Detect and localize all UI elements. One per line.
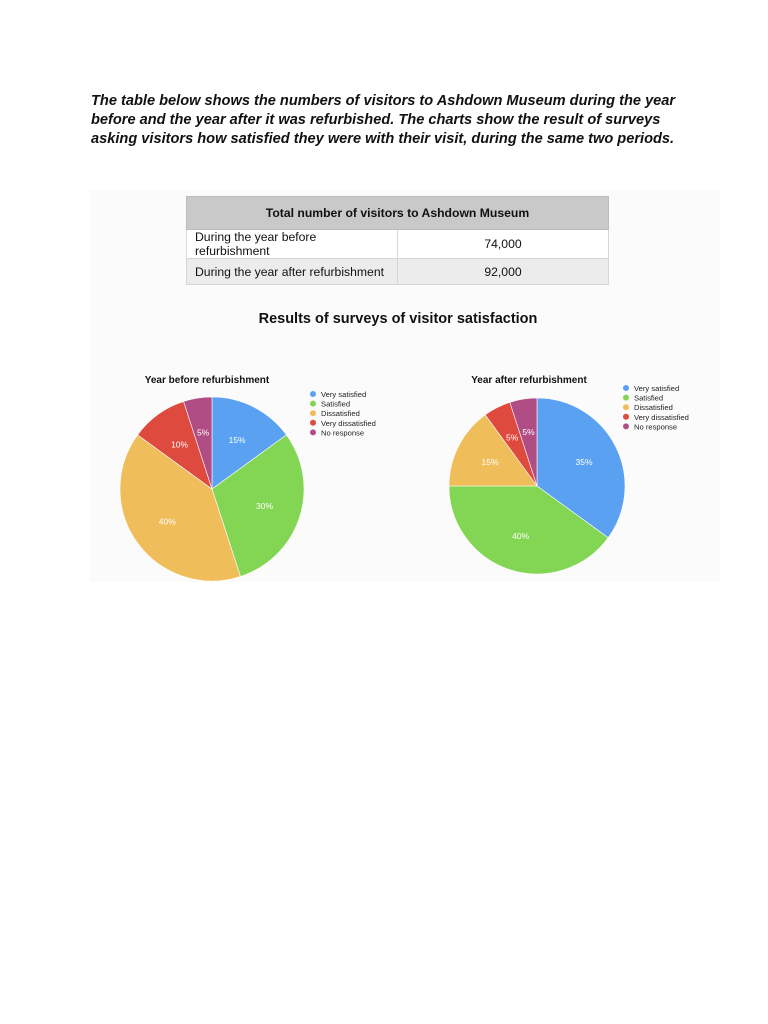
legend-marker — [623, 404, 629, 410]
pie-title: Year after refurbishment — [471, 375, 587, 386]
legend-label: Dissatisfied — [321, 409, 360, 419]
pie-title: Year before refurbishment — [144, 375, 270, 386]
legend-marker — [623, 385, 629, 391]
pie-value-label: 5% — [196, 427, 210, 438]
pie-value-label: 5% — [506, 432, 519, 443]
legend-marker — [310, 429, 316, 435]
legend-label: Very satisfied — [634, 384, 680, 393]
legend-label: Very satisfied — [321, 390, 367, 399]
legend-marker — [623, 423, 629, 429]
pie-value-label: 5% — [522, 427, 535, 438]
legend-marker — [310, 401, 316, 407]
legend-label: No response — [321, 428, 365, 438]
pie-value-label: 35% — [575, 457, 593, 467]
legend-marker — [310, 420, 316, 426]
intro-text: The table below shows the numbers of visitors to Ashdown Museum during the year before and the year after it was refurbished. The charts show the result of surveys asking visitors how satisfied they were with their visit, during the same two periods. — [91, 93, 676, 147]
legend-marker — [310, 391, 316, 397]
pie-value-label: 30% — [255, 501, 274, 512]
table-cell-value: 92,000 — [398, 259, 609, 285]
figure — [90, 190, 720, 582]
table-cell-value: 74,000 — [398, 230, 609, 259]
legend-label: Dissatisfied — [634, 403, 673, 413]
pie-charts — [90, 190, 720, 582]
legend-marker — [623, 414, 629, 420]
legend-label: Very dissatisfied — [321, 418, 376, 428]
table-cell-label: During the year after refurbishment — [187, 259, 398, 285]
legend-label: Satisfied — [321, 399, 351, 409]
legend-marker — [623, 395, 629, 401]
legend-label: Very dissatisfied — [634, 412, 689, 422]
legend-label: No response — [634, 422, 678, 432]
pie-value-label: 15% — [481, 457, 499, 467]
table-title: Total number of visitors to Ashdown Museum — [187, 197, 609, 230]
pie-value-label: 40% — [512, 531, 530, 542]
legend-label: Satisfied — [634, 393, 664, 403]
pie-value-label: 40% — [158, 516, 176, 527]
figure-title: Results of surveys of visitor satisfaction — [258, 311, 538, 327]
pie-value-label: 10% — [171, 439, 189, 450]
legend-marker — [310, 410, 316, 416]
pie-value-label: 15% — [228, 434, 246, 445]
table-cell-label: During the year before refurbishment — [187, 230, 398, 259]
